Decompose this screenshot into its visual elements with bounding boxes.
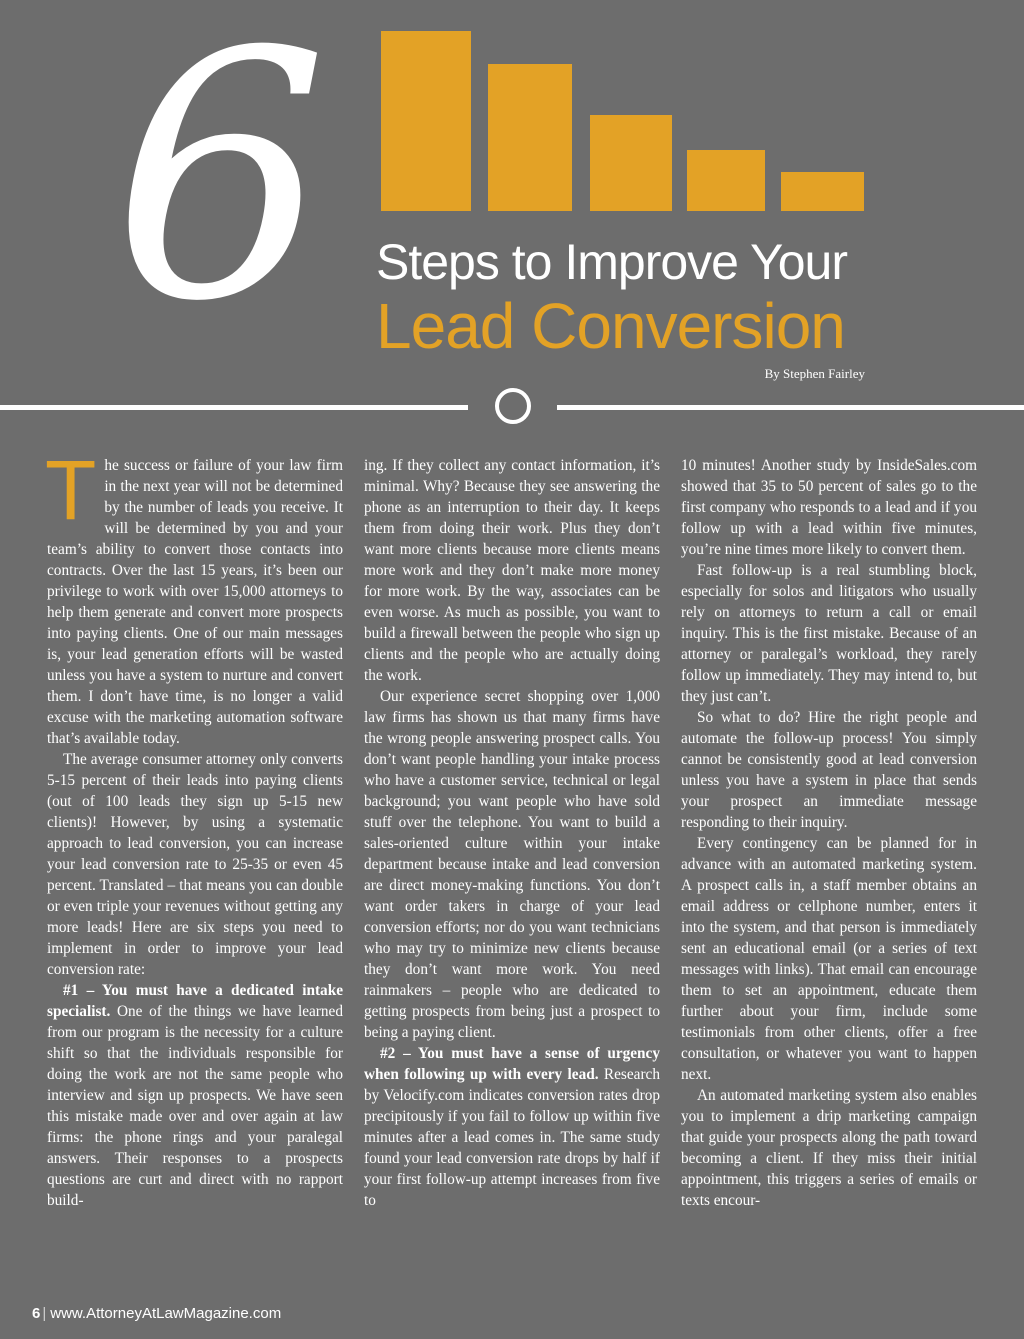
paragraph: ing. If they collect any contact information, it’s minimal. Why? Because they see answering the phone as an interruption to their day. It keeps them from doing their work. Plus they don’t want more clients because more clients means more work and they don’t make more money for more work. By the way, associates can be even worse. As much as possible, you want to build a firewall between the people who sign up clients and the people who are actually doing the work. — [364, 457, 660, 684]
paragraph: The average consumer attorney only converts 5-15 percent of their leads into paying clients (out of 100 leads they sign up 5-15 new clients)! However, by using a systematic approach to lead conversion, you can increase your lead conversion rate to 25-35 or even 45 percent. Translated – that means you can double or even triple your revenues without getting any more leads! Here are six steps you need to implement in order to improve your lead conversion rate: — [47, 751, 343, 978]
drop-cap: T — [45, 443, 97, 537]
paragraph — [47, 980, 343, 1211]
article-title-line2: Lead Conversion — [376, 290, 845, 362]
page-number: 6 — [32, 1305, 41, 1322]
bar-2 — [488, 64, 572, 211]
bar-5 — [781, 172, 864, 211]
divider-line-right — [557, 405, 1024, 410]
paragraph: Fast follow-up is a real stumbling block, especially for solos and litigators who usually rely on attorneys to return a call or email inquiry. This is the first mistake. Because of an attorney or paralegal’s workload, they rarely follow up immediately. They may intend to, but they just can’t. — [681, 562, 977, 705]
divider-line-left — [0, 405, 468, 410]
bar-3 — [590, 115, 672, 211]
hero-numeral: 6 — [112, 0, 329, 376]
article-title-line1: Steps to Improve Your — [376, 234, 847, 290]
paragraph — [45, 443, 343, 749]
divider-circle-icon — [495, 388, 531, 424]
paragraph: So what to do? Hire the right people and automate the follow-up process! You simply cannot be consistently good at lead conversion unless you have a system in place that sends your prospect an immediate message responding to their inquiry. — [681, 709, 977, 831]
paragraph — [364, 1043, 660, 1211]
step-heading: #2 – You must have a sense of urgency when following up with every lead. — [364, 1045, 660, 1083]
paragraph: 10 minutes! Another study by InsideSales.com showed that 35 to 50 percent of sales go to the first company who responds to a lead and if you follow up with a lead within five minutes, you’re nine times more likely to convert them. — [681, 457, 977, 558]
byline: By Stephen Fairley — [764, 366, 865, 381]
paragraph: Every contingency can be planned for in advance with an automated marketing system. A prospect calls in, a staff member obtains an email address or cellphone number, enters it into the system, and that person is immediately sent an educational email (or a series of text messages with links). That email can encourage them to set an appointment, educate them further about your firm, include some testimonials from other clients, offer a free consultation, or whatever you want to happen next. — [681, 835, 977, 1083]
paragraph: Our experience secret shopping over 1,000 law firms has shown us that many firms have the wrong people answering prospect calls. You don’t want people handling your intake process who have a customer service, technical or legal background; you want people who have sold stuff over the telephone. You want to build a sales-oriented culture within your intake department because intake and lead conversion are direct money-making functions. You don’t want order takers in charge of your lead conversion efforts; nor do you want technicians who may try to minimize new clients because they don’t want more work. You need rainmakers – people who are dedicated to getting prospects from being just a prospect to being a paying client. — [364, 688, 660, 1041]
article-column-3 — [681, 455, 977, 1211]
paragraph-text: One of the things we have learned from our program is the necessity for a culture shift so that the individuals responsible for doing the work are not the same people who interview and sign up prospects. We have seen this mistake made over and over again at law firms: the phone rings and your paralegal answers. Their responses to a prospects questions are curt and direct with no rapport build- — [47, 1003, 343, 1209]
paragraph: An automated marketing system also enables you to implement a drip marketing campaign that guide your prospects along the path toward becoming a client. If they miss their initial appointment, this triggers a series of emails or texts encour- — [681, 1087, 977, 1209]
site-url: www.AttorneyAtLawMagazine.com — [50, 1305, 282, 1322]
paragraph-text: Research by Velocify.com indicates conversion rates drop precipitously if you fail to follow up within five minutes after a lead comes in. The same study found your lead conversion rate drops by half if your first follow-up attempt increases from five to — [364, 1066, 660, 1209]
decorative-bar-graphic — [0, 0, 1024, 220]
bar-4 — [687, 150, 765, 211]
step-heading: #1 – You must have a dedicated intake specialist. — [47, 982, 343, 1020]
paragraph-text: he success or failure of your law firm in the next year will not be determined by the number of leads you receive. It will be determined by you and your team’s ability to convert those contacts into contracts. Over the last 15 years, it’s been our privilege to work with over 15,000 attorneys to help them generate and convert more prospects into paying clients. One of our main messages is, your lead generation efforts will be wasted unless you have a system to nurture and convert them. I don’t have time, is no longer a valid excuse with the marketing automation software that’s available today. — [47, 457, 343, 747]
article-column-1 — [45, 443, 343, 1211]
bar-1 — [381, 31, 471, 211]
footer-separator: | — [42, 1305, 47, 1322]
article-column-2 — [364, 455, 660, 1211]
page-footer — [32, 1304, 281, 1324]
